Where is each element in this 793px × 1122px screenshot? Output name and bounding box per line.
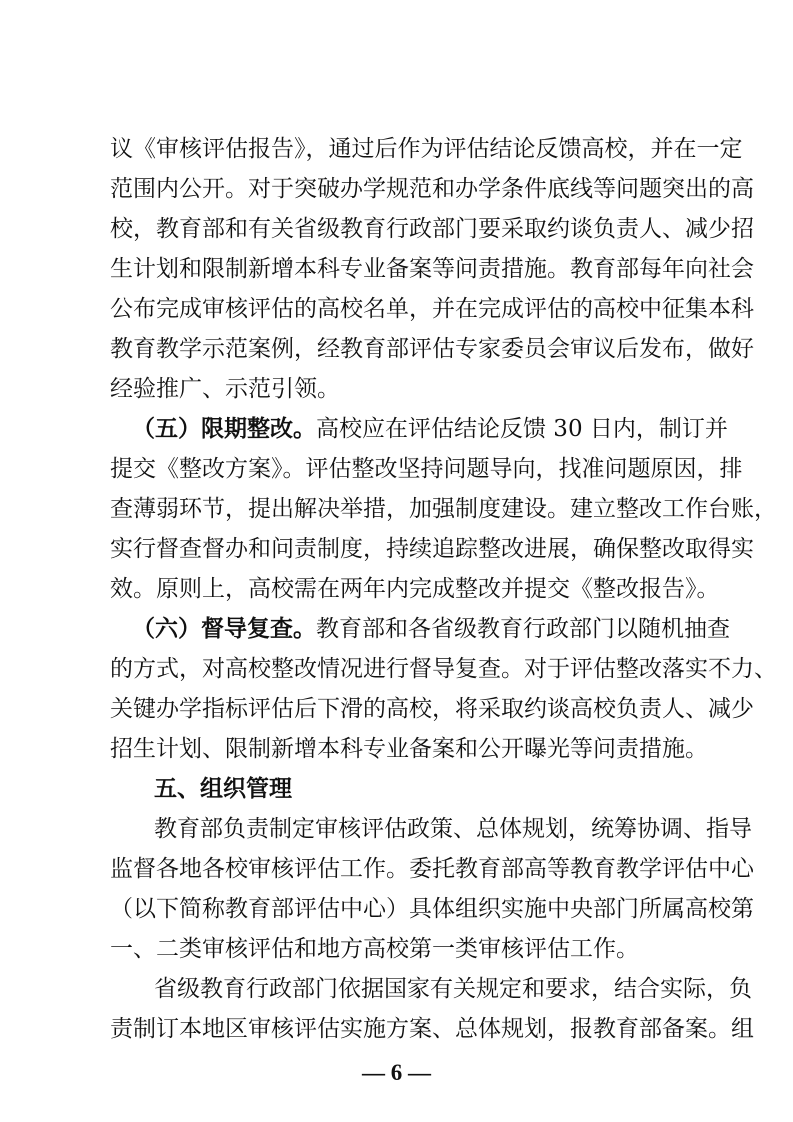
subsection-first-line bbox=[132, 609, 730, 649]
text-line: 效。原则上，高校需在两年内完成整改并提交《整改报告》。 bbox=[110, 576, 720, 602]
section-title: 五、组织管理 bbox=[154, 776, 292, 802]
text-line: 关键办学指标评估后下滑的高校，将采取约谈高校负责人、减少 bbox=[110, 696, 754, 722]
text-line: 的方式，对高校整改情况进行督导复查。对于评估整改落实不力、 bbox=[110, 656, 777, 682]
subsection-first-line bbox=[132, 409, 728, 449]
text-line: 招生计划、限制新增本科专业备案和公开曝光等问责措施。 bbox=[110, 736, 708, 762]
text-line: 提交《整改方案》。评估整改坚持问题导向，找准问题原因，排 bbox=[110, 456, 743, 482]
text-line: 责制订本地区审核评估实施方案、总体规划，报教育部备案。组 bbox=[110, 1016, 754, 1042]
text-line: 教育部负责制定审核评估政策、总体规划，统筹协调、指导 bbox=[154, 816, 752, 842]
text-line: （以下简称教育部评估中心）具体组织实施中央部门所属高校第 bbox=[110, 896, 754, 922]
subsection-heading-review: （六）督导复查。 bbox=[132, 616, 316, 642]
page-number: — 6 — bbox=[362, 1060, 431, 1085]
text-line: 查薄弱环节，提出解决举措，加强制度建设。建立整改工作台账， bbox=[110, 496, 777, 522]
text-line: 一、二类审核评估和地方高校第一类审核评估工作。 bbox=[110, 936, 639, 962]
text-line: 实行督查督办和问责制度，持续追踪整改进展，确保整改取得实 bbox=[110, 536, 754, 562]
text-line: 议《审核评估报告》，通过后作为评估结论反馈高校，并在一定 bbox=[110, 136, 743, 162]
text-span: 教育部和各省级教育行政部门以随机抽查 bbox=[316, 616, 730, 642]
text-line: 生计划和限制新增本科专业备案等问责措施。教育部每年向社会 bbox=[110, 256, 754, 282]
text-line: 经验推广、示范引领。 bbox=[110, 376, 340, 402]
text-line: 省级教育行政部门依据国家有关规定和要求，结合实际，负 bbox=[154, 976, 752, 1002]
text-line: 范围内公开。对于突破办学规范和办学条件底线等问题突出的高 bbox=[110, 176, 754, 202]
text-line: 公布完成审核评估的高校名单，并在完成评估的高校中征集本科 bbox=[110, 296, 754, 322]
text-line: 监督各地各校审核评估工作。委托教育部高等教育教学评估中心 bbox=[110, 856, 754, 882]
text-span: 高校应在评估结论反馈 30 日内，制订并 bbox=[316, 416, 728, 442]
text-line: 校，教育部和有关省级教育行政部门要采取约谈负责人、减少招 bbox=[110, 216, 754, 242]
subsection-heading-rectification: （五）限期整改。 bbox=[132, 416, 316, 442]
text-line: 教育教学示范案例，经教育部评估专家委员会审议后发布，做好 bbox=[110, 336, 754, 362]
